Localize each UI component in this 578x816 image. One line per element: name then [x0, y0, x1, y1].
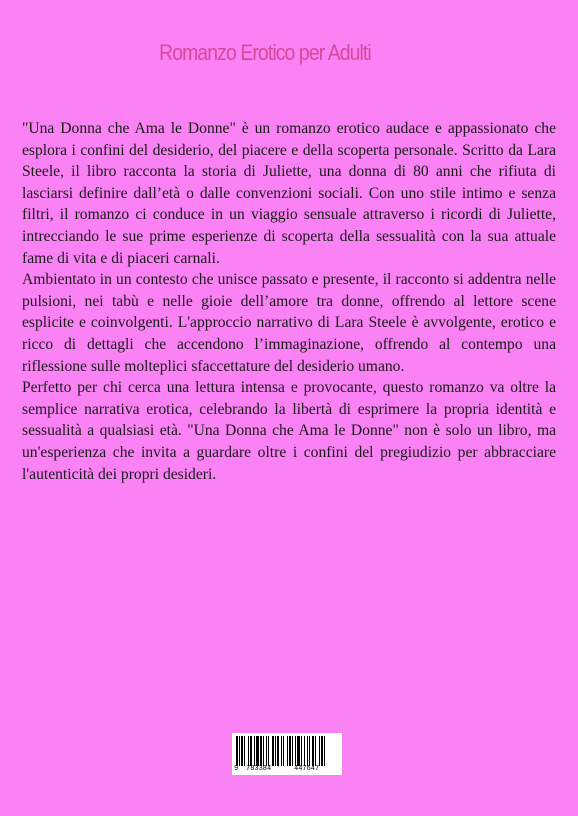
barcode-bar [304, 736, 305, 766]
barcode-bar [289, 736, 291, 766]
barcode-bar [321, 736, 323, 766]
barcode-bars [236, 736, 338, 766]
barcode-bar [297, 736, 300, 766]
barcode-bar [295, 736, 296, 766]
barcode-right-group: 447647 [294, 765, 320, 773]
description-paragraph-3: Perfetto per chi cerca una lettura intensa e provocante, questo romanzo va oltre la semplice narrativa erotica, celebrando la libertà di esprimere la propria identità e sessualità a qualsiasi età. "Una Donna che Ama le Donne" non è solo un libro, ma un'esperienza che invita a guardare oltre i confini del pregiudizio per abbracciare l'autenticità dei propri desideri. [22, 379, 556, 483]
barcode-bar [319, 736, 320, 766]
barcode-bar [301, 736, 302, 766]
barcode-bar [244, 736, 245, 766]
barcode-bar [236, 736, 238, 766]
barcode-bar [248, 736, 249, 766]
barcode-bar [239, 736, 240, 766]
barcode-bar [309, 736, 310, 766]
barcode-lead-digit: 9 [234, 765, 239, 773]
barcode-bar [287, 736, 288, 766]
barcode-bar [315, 736, 316, 766]
barcode-bar [281, 736, 282, 766]
barcode-bar [250, 736, 252, 766]
description-paragraph-2: Ambientato in un contesto che unisce passato e presente, il racconto si addentra nelle pulsioni, nei tabù e nelle gioie dell’amore tra donne, offrendo al lettore scene esplicite e coinvolgenti. L'approccio narrativo di Lara Steele è avvolgente, erotico e ricco di dettagli che accendono l’immaginazione, offrendo al contempo una riflessione sulle molteplici sfaccettature del desiderio umano. [22, 271, 556, 375]
barcode-bar [256, 736, 259, 766]
barcode-bar [268, 736, 269, 766]
barcode-bar [307, 736, 308, 766]
barcode-bar [260, 736, 262, 766]
barcode-bar [241, 736, 243, 766]
description-paragraph-1: "Una Donna che Ama le Donne" è un romanzo erotico audace e appassionato che esplora i confini del desiderio, del piacere e della scoperta personale. Scritto da Lara Steele, il libro racconta la storia di Juliette, una donna di 80 anni che rifiuta di lasciarsi definire dall’età o dalle convenzioni sociali. Con uno stile intimo e senza filtri, il romanzo ci conduce in un viaggio sensuale attraverso i ricordi di Juliette, intrecciando le sue prime esperienze di scoperta della sessualità con la sua attuale fame di vita e di piaceri carnali. [22, 120, 556, 267]
barcode-bar [283, 736, 284, 766]
barcode-bar [324, 736, 325, 766]
barcode-left-group: 783384 [246, 765, 272, 773]
barcode-bar [272, 736, 274, 766]
book-description [22, 118, 556, 485]
barcode-bar [312, 736, 314, 766]
isbn-barcode [232, 733, 342, 775]
barcode-bar [277, 736, 279, 766]
barcode-bar [254, 736, 255, 766]
barcode-bar [263, 736, 264, 766]
barcode-bar [292, 736, 293, 766]
barcode-bar [275, 736, 276, 766]
barcode-bar [266, 736, 267, 766]
page-title: Romanzo Erotico per Adulti [159, 40, 371, 65]
